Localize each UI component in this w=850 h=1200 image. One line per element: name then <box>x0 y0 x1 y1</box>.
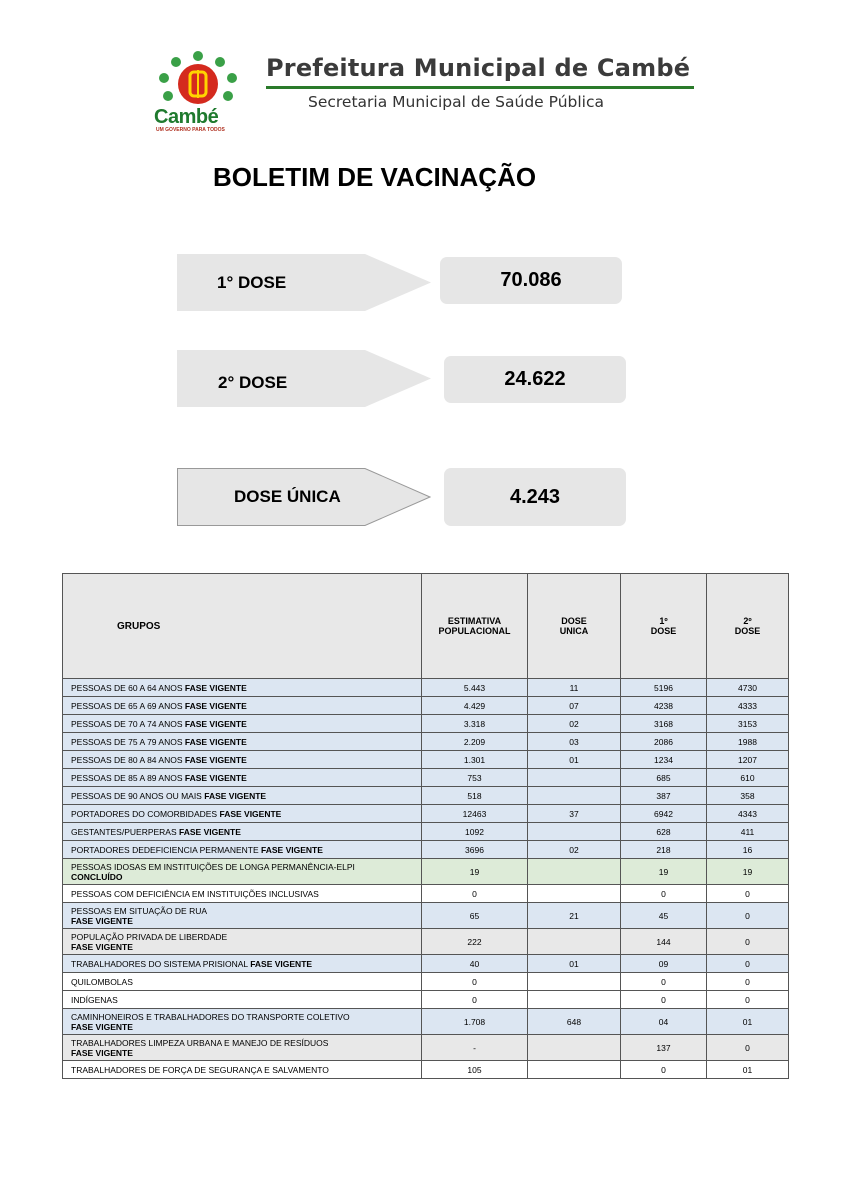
single-dose-cell <box>528 973 621 991</box>
page-title: BOLETIM DE VACINAÇÃO <box>213 162 537 192</box>
dose-2-label: 2° DOSE <box>218 373 288 392</box>
group-name: PESSOAS DE 90 ANOS OU MAIS <box>71 790 205 801</box>
table-row <box>63 885 789 903</box>
group-name: PESSOAS DE 60 A 64 ANOS <box>71 682 185 693</box>
phase-tag: FASE VIGENTE <box>184 754 247 765</box>
first-dose-cell: 628 <box>621 823 707 841</box>
dose-arrow-1 <box>177 254 431 311</box>
group-name: CAMINHONEIROS E TRABALHADORES DO TRANSPORTE COLETIVO <box>71 1011 350 1022</box>
group-name-cell <box>63 903 422 929</box>
group-name: PESSOAS EM SITUAÇÃO DE RUA <box>71 905 208 916</box>
group-name: PESSOAS COM DEFICIÊNCIA EM INSTITUIÇÕES INCLUSIVAS <box>71 888 319 899</box>
population-estimate-cell: 4.429 <box>422 697 528 715</box>
single-dose-cell: 21 <box>528 903 621 929</box>
first-dose-cell: 2086 <box>621 733 707 751</box>
group-name: PESSOAS IDOSAS EM INSTITUIÇÕES DE LONGA PERMANÊNCIA-ELPI <box>71 861 355 872</box>
single-dose-cell: 01 <box>528 955 621 973</box>
second-dose-cell: 4730 <box>707 679 789 697</box>
group-name: TRABALHADORES DO SISTEMA PRISIONAL <box>71 958 251 969</box>
group-name: PORTADORES DO COMORBIDADES <box>71 808 220 819</box>
vaccination-groups-table <box>62 573 789 1079</box>
phase-tag: FASE VIGENTE <box>184 682 247 693</box>
table-row <box>63 1061 789 1079</box>
table-row <box>63 787 789 805</box>
first-dose-cell: 685 <box>621 769 707 787</box>
single-dose-cell: 01 <box>528 751 621 769</box>
single-dose-cell <box>528 787 621 805</box>
population-estimate-cell: - <box>422 1035 528 1061</box>
second-dose-cell: 358 <box>707 787 789 805</box>
group-name-cell <box>63 733 422 751</box>
first-dose-cell: 6942 <box>621 805 707 823</box>
phase-status: CONCLUÍDO <box>71 871 123 882</box>
table-row <box>63 679 789 697</box>
group-name: GESTANTES/PUERPERAS <box>71 826 180 837</box>
dose-arrow-2 <box>177 350 431 407</box>
population-estimate-cell: 2.209 <box>422 733 528 751</box>
first-dose-cell: 19 <box>621 859 707 885</box>
population-estimate-cell: 40 <box>422 955 528 973</box>
second-dose-cell: 19 <box>707 859 789 885</box>
group-name: PESSOAS DE 70 A 74 ANOS <box>71 718 185 729</box>
first-dose-cell: 0 <box>621 973 707 991</box>
group-name-cell <box>63 929 422 955</box>
header-estimativa: ESTIMATIVA POPULACIONAL <box>422 574 528 679</box>
population-estimate-cell: 3.318 <box>422 715 528 733</box>
single-dose-cell <box>528 1035 621 1061</box>
table-row <box>63 733 789 751</box>
single-dose-cell <box>528 991 621 1009</box>
second-dose-cell: 411 <box>707 823 789 841</box>
group-name-cell <box>63 1061 422 1079</box>
population-estimate-cell: 518 <box>422 787 528 805</box>
group-name-cell <box>63 823 422 841</box>
table-row <box>63 751 789 769</box>
table-row <box>63 697 789 715</box>
table-row <box>63 841 789 859</box>
population-estimate-cell: 1092 <box>422 823 528 841</box>
second-dose-cell: 4343 <box>707 805 789 823</box>
second-dose-cell: 610 <box>707 769 789 787</box>
group-name-cell <box>63 1009 422 1035</box>
population-estimate-cell: 1.708 <box>422 1009 528 1035</box>
second-dose-cell: 16 <box>707 841 789 859</box>
population-estimate-cell: 19 <box>422 859 528 885</box>
group-name: PESSOAS DE 65 A 69 ANOS <box>71 700 185 711</box>
group-name: PESSOAS DE 75 A 79 ANOS <box>71 736 185 747</box>
first-dose-cell: 5196 <box>621 679 707 697</box>
phase-tag: FASE VIGENTE <box>204 790 267 801</box>
group-name: PESSOAS DE 80 A 84 ANOS <box>71 754 185 765</box>
population-estimate-cell: 0 <box>422 973 528 991</box>
table-row <box>63 1035 789 1061</box>
group-name-cell <box>63 1035 422 1061</box>
group-name-cell <box>63 679 422 697</box>
first-dose-cell: 45 <box>621 903 707 929</box>
organization-title: Prefeitura Municipal de Cambé <box>266 54 691 82</box>
population-estimate-cell: 0 <box>422 885 528 903</box>
phase-tag: FASE VIGENTE <box>179 826 241 837</box>
group-name-cell <box>63 859 422 885</box>
population-estimate-cell: 1.301 <box>422 751 528 769</box>
table-row <box>63 929 789 955</box>
single-dose-cell: 03 <box>528 733 621 751</box>
population-estimate-cell: 12463 <box>422 805 528 823</box>
dose-unica-value: 4.243 <box>444 468 626 526</box>
single-dose-cell <box>528 885 621 903</box>
group-name-cell <box>63 841 422 859</box>
population-estimate-cell: 222 <box>422 929 528 955</box>
table-row <box>63 769 789 787</box>
first-dose-cell: 04 <box>621 1009 707 1035</box>
header-grupos: GRUPOS <box>63 574 422 679</box>
group-name: TRABALHADORES DE FORÇA DE SEGURANÇA E SALVAMENTO <box>71 1064 329 1075</box>
logo-tagline: UM GOVERNO PARA TODOS <box>156 127 225 133</box>
phase-tag: FASE VIGENTE <box>184 736 247 747</box>
organization-subtitle: Secretaria Municipal de Saúde Pública <box>308 93 605 111</box>
header-2-dose: 2º DOSE <box>707 574 789 679</box>
population-estimate-cell: 0 <box>422 991 528 1009</box>
phase-status: FASE VIGENTE <box>71 941 133 952</box>
population-estimate-cell: 753 <box>422 769 528 787</box>
phase-status: FASE VIGENTE <box>71 915 133 926</box>
group-name-cell <box>63 973 422 991</box>
table-row <box>63 973 789 991</box>
group-name: TRABALHADORES LIMPEZA URBANA E MANEJO DE RESÍDUOS <box>71 1037 329 1048</box>
single-dose-cell: 37 <box>528 805 621 823</box>
table-row <box>63 991 789 1009</box>
dose-1-value: 70.086 <box>440 257 622 304</box>
table-row <box>63 715 789 733</box>
dose-2-value: 24.622 <box>444 356 626 403</box>
group-name-cell <box>63 769 422 787</box>
second-dose-cell: 1207 <box>707 751 789 769</box>
phase-tag: FASE VIGENTE <box>261 844 323 855</box>
group-name-cell <box>63 697 422 715</box>
group-name-cell <box>63 991 422 1009</box>
second-dose-cell: 0 <box>707 929 789 955</box>
first-dose-cell: 0 <box>621 885 707 903</box>
table-row <box>63 823 789 841</box>
group-name: PESSOAS DE 85 A 89 ANOS <box>71 772 185 783</box>
single-dose-cell: 648 <box>528 1009 621 1035</box>
group-name: INDÍGENAS <box>71 994 118 1005</box>
second-dose-cell: 0 <box>707 991 789 1009</box>
second-dose-cell: 0 <box>707 903 789 929</box>
second-dose-cell: 0 <box>707 955 789 973</box>
first-dose-cell: 218 <box>621 841 707 859</box>
table-row <box>63 805 789 823</box>
group-name-cell <box>63 955 422 973</box>
phase-tag: FASE VIGENTE <box>219 808 282 819</box>
logo-wordmark: Cambé <box>154 106 219 128</box>
population-estimate-cell: 65 <box>422 903 528 929</box>
phase-tag: FASE VIGENTE <box>184 700 247 711</box>
table-row <box>63 903 789 929</box>
table-row <box>63 859 789 885</box>
population-estimate-cell: 105 <box>422 1061 528 1079</box>
single-dose-cell: 02 <box>528 841 621 859</box>
single-dose-cell <box>528 769 621 787</box>
first-dose-cell: 4238 <box>621 697 707 715</box>
population-estimate-cell: 3696 <box>422 841 528 859</box>
single-dose-cell <box>528 859 621 885</box>
first-dose-cell: 137 <box>621 1035 707 1061</box>
single-dose-cell: 02 <box>528 715 621 733</box>
first-dose-cell: 09 <box>621 955 707 973</box>
single-dose-cell <box>528 929 621 955</box>
table-row <box>63 1009 789 1035</box>
table-header-row <box>63 574 789 679</box>
second-dose-cell: 3153 <box>707 715 789 733</box>
phase-tag: FASE VIGENTE <box>184 772 247 783</box>
single-dose-cell: 07 <box>528 697 621 715</box>
dose-unica-label: DOSE ÚNICA <box>234 487 341 506</box>
single-dose-cell <box>528 1061 621 1079</box>
second-dose-cell: 0 <box>707 1035 789 1061</box>
first-dose-cell: 0 <box>621 1061 707 1079</box>
phase-status: FASE VIGENTE <box>71 1021 133 1032</box>
first-dose-cell: 0 <box>621 991 707 1009</box>
header-divider <box>266 86 694 89</box>
group-name: QUILOMBOLAS <box>71 976 133 987</box>
first-dose-cell: 144 <box>621 929 707 955</box>
header-dose-unica: DOSE UNICA <box>528 574 621 679</box>
first-dose-cell: 3168 <box>621 715 707 733</box>
header-1-dose: 1º DOSE <box>621 574 707 679</box>
second-dose-cell: 0 <box>707 973 789 991</box>
group-name: POPULAÇÃO PRIVADA DE LIBERDADE <box>71 931 228 942</box>
table-row <box>63 955 789 973</box>
group-name-cell <box>63 805 422 823</box>
group-name-cell <box>63 885 422 903</box>
population-estimate-cell: 5.443 <box>422 679 528 697</box>
phase-status: FASE VIGENTE <box>71 1047 133 1058</box>
first-dose-cell: 387 <box>621 787 707 805</box>
second-dose-cell: 1988 <box>707 733 789 751</box>
second-dose-cell: 01 <box>707 1009 789 1035</box>
dose-1-label: 1° DOSE <box>217 273 287 292</box>
first-dose-cell: 1234 <box>621 751 707 769</box>
phase-tag: FASE VIGENTE <box>184 718 247 729</box>
second-dose-cell: 4333 <box>707 697 789 715</box>
group-name: PORTADORES DEDEFICIENCIA PERMANENTE <box>71 844 262 855</box>
group-name-cell <box>63 715 422 733</box>
group-name-cell <box>63 787 422 805</box>
single-dose-cell: 11 <box>528 679 621 697</box>
group-name-cell <box>63 751 422 769</box>
second-dose-cell: 01 <box>707 1061 789 1079</box>
single-dose-cell <box>528 823 621 841</box>
phase-tag: FASE VIGENTE <box>250 958 313 969</box>
second-dose-cell: 0 <box>707 885 789 903</box>
